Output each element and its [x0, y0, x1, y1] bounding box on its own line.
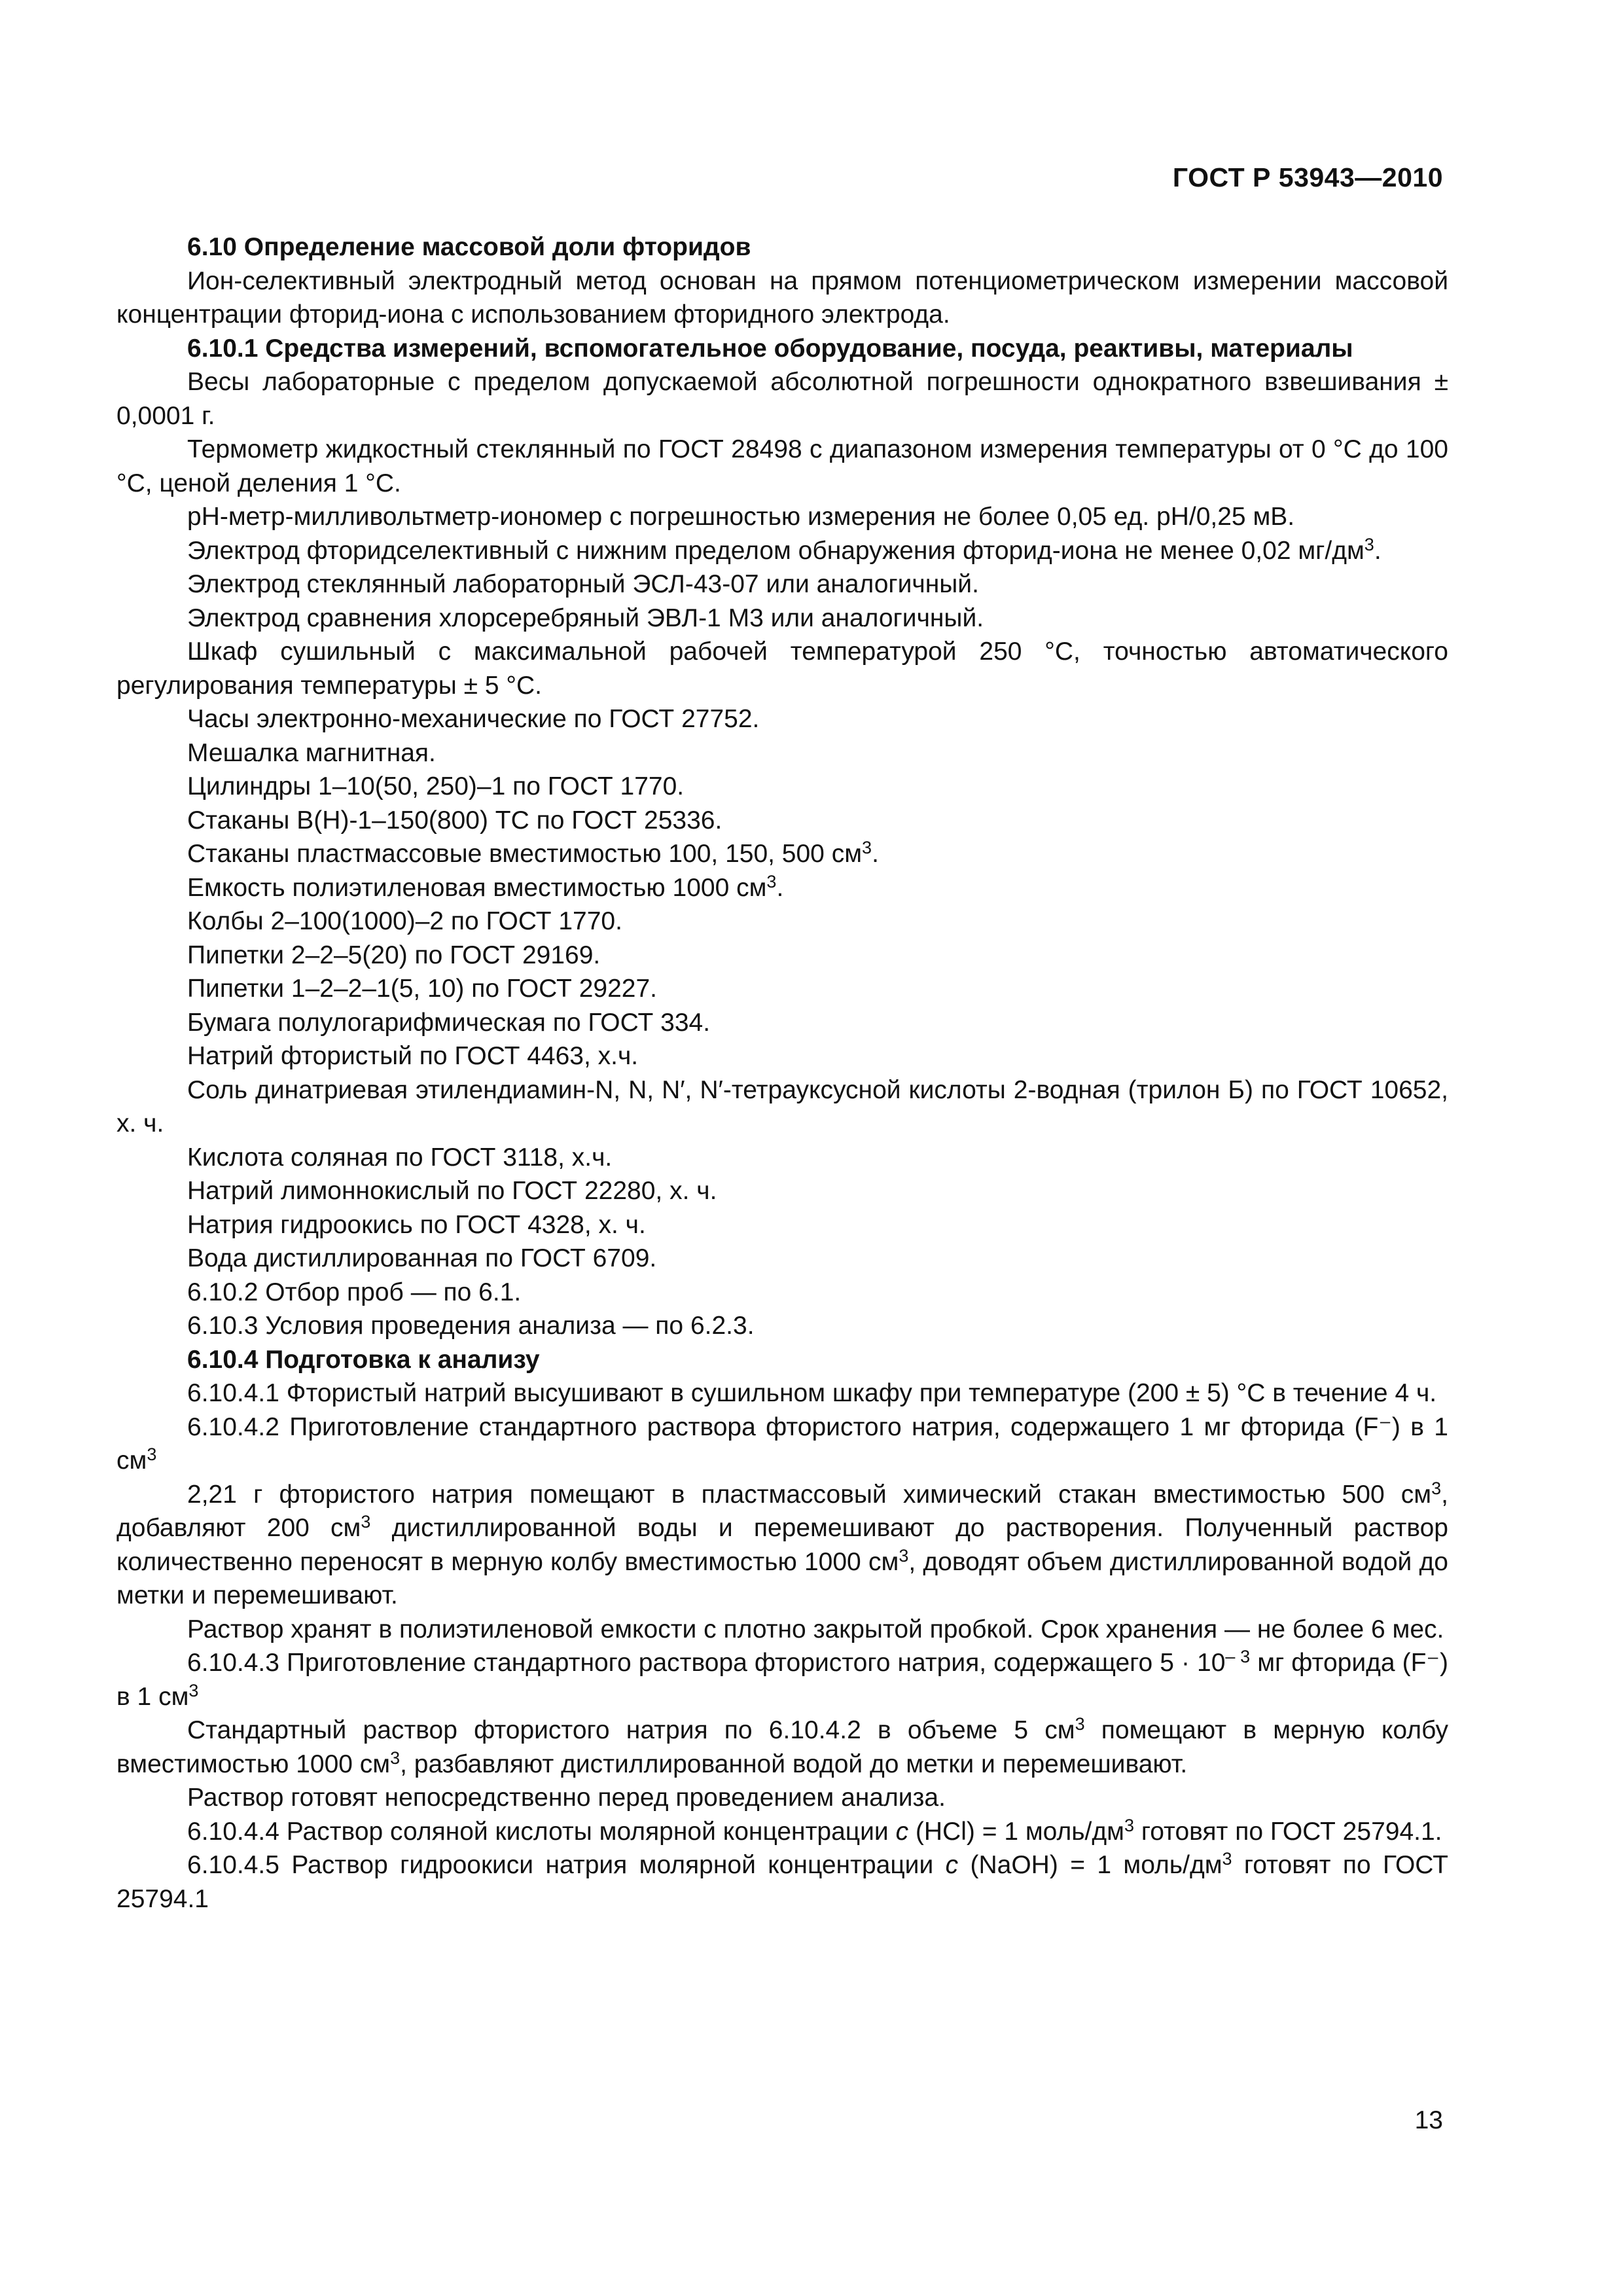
paragraph-6-10-4-3 — [116, 1646, 1448, 1713]
equipment-item — [116, 534, 1448, 568]
section-intro: Ион-селективный электродный метод основан на прямом потенциометрическом измерении массовой концентрации фторид-иона с использованием фторидного электрода. — [116, 266, 1448, 329]
equipment-item: Электрод стеклянный лабораторный ЭСЛ-43-07 или аналогичный. — [187, 570, 979, 598]
paragraph-text: 6.10.4.5 Раствор гидроокиси натрия молярной концентрации — [187, 1851, 946, 1879]
paragraph-dilution — [116, 1713, 1448, 1781]
equipment-item: pH-метр-милливольтметр-иономер с погрешностью измерения не более 0,05 ед. pH/0,25 мВ. — [187, 503, 1295, 531]
paragraph-text: готовят по ГОСТ 25794.1 — [116, 1851, 1448, 1913]
equipment-item: Натрия гидроокись по ГОСТ 4328, х. ч. — [187, 1210, 646, 1239]
document-id-header: ГОСТ Р 53943—2010 — [1172, 162, 1443, 192]
paragraph-storage: Раствор хранят в полиэтиленовой емкости с плотно закрытой пробкой. Срок хранения — не более 6 мес. — [187, 1615, 1444, 1643]
paragraph-6-10-4-2 — [116, 1410, 1448, 1478]
superscript: 3 — [1431, 1478, 1442, 1498]
equipment-item: Бумага полулогарифмическая по ГОСТ 334. — [187, 1008, 711, 1037]
paragraph-text: дистиллированной воды и перемешивают до растворения. Полученный раствор количественно переносят в мерную колбу вместимостью 1000 см — [116, 1514, 1448, 1576]
paragraph-text: , доводят объем дистиллированной водой до метки и перемешивают. — [116, 1547, 1448, 1609]
equipment-item — [116, 871, 1448, 905]
equipment-item: Вода дистиллированная по ГОСТ 6709. — [187, 1244, 657, 1272]
equipment-item: Кислота соляная по ГОСТ 3118, х.ч. — [187, 1143, 613, 1172]
superscript: 3 — [862, 838, 872, 857]
equipment-item: Электрод сравнения хлорсеребряный ЭВЛ-1 М3 или аналогичный. — [187, 603, 984, 632]
paragraph-text: , разбавляют дистиллированной водой до метки и перемешивают. — [400, 1749, 1188, 1778]
period: . — [872, 840, 879, 868]
paragraph-text: 2,21 г фтористого натрия помещают в пластмассовый химический стакан вместимостью 500 см — [187, 1480, 1432, 1509]
superscript: 3 — [188, 1680, 199, 1700]
paragraph-solution-prep — [116, 1478, 1448, 1613]
equipment-item-text: Стаканы пластмассовые вместимостью 100, 150, 500 см — [187, 840, 863, 868]
superscript: 3 — [1364, 534, 1374, 554]
concentration-symbol: c — [945, 1851, 959, 1879]
equipment-item: Натрий фтористый по ГОСТ 4463, х.ч. — [187, 1042, 639, 1070]
superscript: 3 — [361, 1512, 371, 1532]
document-body — [116, 230, 1448, 1916]
equipment-item: Шкаф сушильный с максимальной рабочей температурой 250 °С, точностью автоматического регулирования температуры ± 5 °С. — [116, 637, 1448, 700]
paragraph-text: готовят по ГОСТ 25794.1. — [1134, 1817, 1442, 1846]
paragraph-text: 6.10.4.2 Приготовление стандартного раствора фтористого натрия, содержащего 1 мг фторида (F⁻) в 1 см — [116, 1412, 1448, 1475]
superscript: 3 — [1124, 1815, 1134, 1835]
paragraph-text: (HCl) = 1 моль/дм — [908, 1817, 1124, 1846]
concentration-symbol: c — [895, 1817, 909, 1846]
equipment-item: Мешалка магнитная. — [187, 738, 436, 767]
subsection-title-6-10-4: 6.10.4 Подготовка к анализу — [187, 1345, 540, 1374]
paragraph-text: помещают в мерную колбу вместимостью 1000 см — [116, 1716, 1448, 1778]
equipment-item — [116, 837, 1448, 871]
paragraph-text: (NaOH) = 1 моль/дм — [958, 1851, 1222, 1879]
equipment-item: Весы лабораторные с пределом допускаемой абсолютной погрешности однократного взвешивания ± 0,0001 г. — [116, 368, 1448, 430]
subsection-6-10-3: 6.10.3 Условия проведения анализа — по 6.2.3. — [187, 1312, 755, 1340]
equipment-item: Пипетки 2–2–5(20) по ГОСТ 29169. — [187, 941, 601, 969]
equipment-item: Натрий лимоннокислый по ГОСТ 22280, х. ч. — [187, 1177, 717, 1205]
paragraph-text: мг фторида (F⁻) в 1 см — [116, 1649, 1448, 1711]
period: . — [776, 873, 784, 902]
equipment-item: Колбы 2–100(1000)–2 по ГОСТ 1770. — [187, 907, 622, 935]
subsection-6-10-2: 6.10.2 Отбор проб — по 6.1. — [187, 1278, 522, 1306]
equipment-item: Часы электронно-механические по ГОСТ 27752. — [187, 705, 760, 733]
equipment-item: Пипетки 1–2–2–1(5, 10) по ГОСТ 29227. — [187, 975, 657, 1003]
superscript: 3 — [899, 1545, 909, 1566]
section-title: 6.10 Определение массовой доли фторидов — [187, 233, 751, 261]
paragraph-6-10-4-4 — [116, 1815, 1448, 1849]
exponent: – 3 — [1225, 1647, 1251, 1666]
superscript: 3 — [766, 871, 777, 891]
equipment-item: Цилиндры 1–10(50, 250)–1 по ГОСТ 1770. — [187, 772, 685, 800]
superscript: 3 — [147, 1444, 157, 1464]
equipment-item: Термометр жидкостный стеклянный по ГОСТ 28498 с диапазоном измерения температуры от 0 °С до 100 °С, ценой деления 1 °С. — [116, 435, 1448, 497]
paragraph-prep-note: Раствор готовят непосредственно перед проведением анализа. — [187, 1784, 946, 1812]
superscript: 3 — [390, 1748, 401, 1768]
equipment-item-text: Электрод фторидселективный с нижним пределом обнаружения фторид-иона не менее 0,02 мг/дм — [187, 536, 1364, 565]
paragraph-text: Стандартный раствор фтористого натрия по 6.10.4.2 в объеме 5 см — [187, 1716, 1075, 1744]
paragraph-text: 6.10.4.4 Раствор соляной кислоты молярной концентрации — [187, 1817, 896, 1846]
page-number: 13 — [1414, 2106, 1443, 2134]
subsection-title-6-10-1: 6.10.1 Средства измерений, вспомогательное оборудование, посуда, реактивы, материалы — [187, 334, 1353, 363]
equipment-item: Стаканы В(Н)-1–150(800) ТС по ГОСТ 25336. — [187, 806, 722, 834]
paragraph-6-10-4-5 — [116, 1848, 1448, 1916]
paragraph-text: 6.10.4.3 Приготовление стандартного раствора фтористого натрия, содержащего 5 · 10 — [187, 1649, 1226, 1677]
equipment-item: Соль динатриевая этилендиамин-N, N, N′, N′-тетрауксусной кислоты 2-водная (трилон Б) по ГОСТ 10652, х. ч. — [116, 1075, 1448, 1138]
superscript: 3 — [1075, 1714, 1085, 1734]
paragraph-6-10-4-1: 6.10.4.1 Фтористый натрий высушивают в сушильном шкафу при температуре (200 ± 5) °С в течение 4 ч. — [187, 1379, 1437, 1407]
superscript: 3 — [1222, 1849, 1232, 1869]
paragraph-text: , добавляют 200 см — [116, 1480, 1448, 1542]
equipment-item-text: Емкость полиэтиленовая вместимостью 1000 см — [187, 873, 767, 902]
period: . — [1374, 536, 1382, 565]
